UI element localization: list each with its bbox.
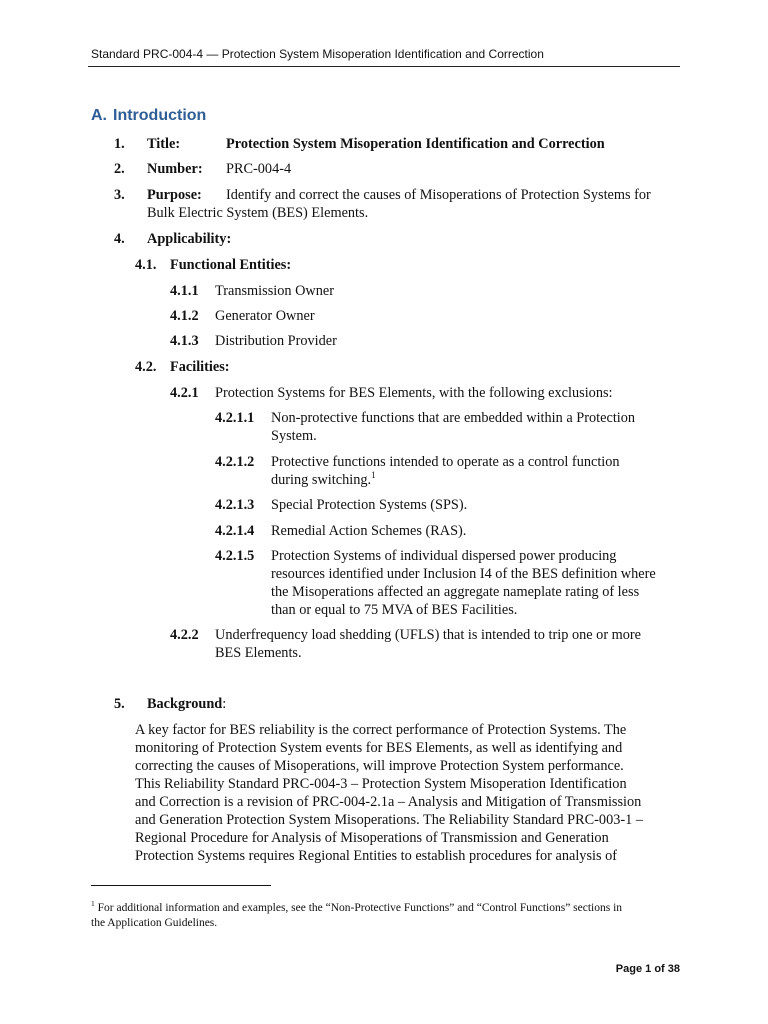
facility-4-2-1-number: 4.2.1	[170, 385, 199, 401]
subsection-4-1-number: 4.1.	[135, 257, 157, 273]
background-line: and Generation Protection System Misoperations. The Reliability Standard PRC-003-1 –	[135, 812, 644, 828]
standard-number: PRC-004-4	[226, 161, 292, 177]
footnote-line-1	[91, 901, 622, 916]
exclusion-text-line: Protective functions intended to operate as a control function	[271, 454, 620, 470]
entity-number: 4.1.3	[170, 333, 199, 349]
running-header: Standard PRC-004-4 — Protection System Misoperation Identification and Correction	[91, 47, 544, 61]
subsection-4-1-label: Functional Entities:	[170, 257, 292, 273]
exclusion-number: 4.2.1.5	[215, 548, 255, 564]
facility-4-2-2-text-line: Underfrequency load shedding (UFLS) that is intended to trip one or more	[215, 627, 642, 643]
exclusion-text-line: during switching.	[271, 472, 372, 488]
entity-number: 4.1.2	[170, 308, 199, 324]
exclusion-text-line: System.	[271, 428, 317, 444]
item-2-label: Number:	[147, 161, 203, 177]
exclusion-text-line: resources identified under Inclusion I4 of the BES definition where	[271, 566, 656, 582]
background-line: This Reliability Standard PRC-004-3 – Protection System Misoperation Identification	[135, 776, 627, 792]
section-letter: A.	[91, 107, 107, 124]
page-number: Page 1 of 38	[615, 963, 680, 975]
facility-4-2-2-text-line: BES Elements.	[215, 645, 302, 661]
footnote-reference[interactable]: 1	[371, 470, 376, 481]
footnote-mark: 1	[91, 899, 95, 909]
exclusion-text-line: Remedial Action Schemes (RAS).	[271, 523, 467, 539]
item-5-heading	[147, 695, 226, 713]
exclusion-number: 4.2.1.1	[215, 410, 255, 426]
item-5-number: 5.	[114, 696, 125, 712]
entity-name: Distribution Provider	[215, 333, 337, 349]
exclusion-text-line: the Misoperations affected an aggregate nameplate rating of less	[271, 584, 640, 600]
item-5-label: Background	[147, 696, 223, 712]
item-2-number: 2.	[114, 161, 125, 177]
background-line: Regional Procedure for Analysis of Misoperations of Transmission and Generation	[135, 830, 609, 846]
footnote-text: For additional information and examples, see the “Non-Protective Functions” and “Control Functions” sections in	[97, 902, 623, 914]
exclusion-number: 4.2.1.3	[215, 497, 255, 513]
item-3-label: Purpose:	[147, 187, 202, 203]
item-4-number: 4.	[114, 231, 125, 247]
entity-name: Transmission Owner	[215, 283, 335, 299]
item-5-colon: :	[222, 696, 227, 712]
background-line: Protection Systems requires Regional Entities to establish procedures for analysis of	[135, 848, 618, 864]
purpose-text-line-1: Identify and correct the causes of Misoperations of Protection Systems for	[226, 187, 651, 203]
exclusion-text-line: than or equal to 75 MVA of BES Facilities.	[271, 602, 518, 618]
header-rule	[88, 66, 680, 67]
item-1-number: 1.	[114, 136, 125, 152]
background-line: monitoring of Protection System events for BES Elements, as well as identifying and	[135, 740, 623, 756]
background-line: A key factor for BES reliability is the correct performance of Protection Systems. The	[135, 722, 627, 738]
exclusion-text-line-with-footnote	[271, 471, 376, 489]
footnote-separator	[91, 885, 271, 886]
subsection-4-2-number: 4.2.	[135, 359, 157, 375]
subsection-4-2-label: Facilities:	[170, 359, 230, 375]
section-heading	[91, 107, 206, 125]
entity-name: Generator Owner	[215, 308, 315, 324]
entity-number: 4.1.1	[170, 283, 199, 299]
item-3-number: 3.	[114, 187, 125, 203]
exclusion-number: 4.2.1.2	[215, 454, 255, 470]
footnote-line-2: the Application Guidelines.	[91, 917, 218, 929]
purpose-text-line-2: Bulk Electric System (BES) Elements.	[147, 205, 369, 221]
exclusion-text-line: Special Protection Systems (SPS).	[271, 497, 468, 513]
background-line: correcting the causes of Misoperations, will improve Protection System performance.	[135, 758, 624, 774]
section-title: Introduction	[113, 107, 207, 124]
item-1-label: Title:	[147, 136, 181, 152]
item-4-label: Applicability:	[147, 231, 232, 247]
exclusion-text-line: Non-protective functions that are embedded within a Protection	[271, 410, 636, 426]
facility-4-2-1-text: Protection Systems for BES Elements, with the following exclusions:	[215, 385, 613, 401]
document-title: Protection System Misoperation Identification and Correction	[226, 136, 605, 152]
facility-4-2-2-number: 4.2.2	[170, 627, 199, 643]
exclusion-text-line: Protection Systems of individual dispersed power producing	[271, 548, 617, 564]
exclusion-number: 4.2.1.4	[215, 523, 255, 539]
background-line: and Correction is a revision of PRC-004-2.1a – Analysis and Mitigation of Transmission	[135, 794, 642, 810]
